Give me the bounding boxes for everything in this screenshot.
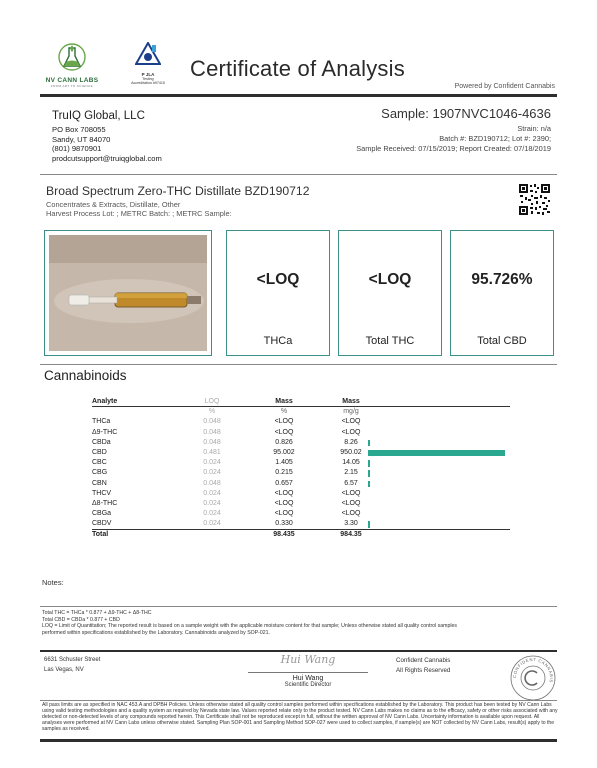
loq-value: 0.024 (203, 499, 221, 507)
mass-bar (368, 460, 370, 467)
analyte-name: CBN (92, 479, 107, 487)
lab-city: Las Vegas, NV (44, 667, 84, 673)
sample-batch: Batch #: BZD190712; Lot #: 2390; (439, 134, 551, 143)
mass-mg-value: <LOQ (341, 428, 361, 436)
mass-pct-value: 95.002 (273, 448, 295, 456)
mass-pct-value: <LOQ (274, 418, 294, 426)
table-row (92, 519, 510, 529)
analyte-name: CBDV (92, 520, 112, 528)
table-row (92, 499, 510, 509)
divider (40, 650, 557, 652)
table-row (92, 479, 510, 489)
table-row (92, 458, 510, 468)
summary-value: <LOQ (368, 271, 412, 288)
rights-text: All Rights Reserved (396, 667, 451, 674)
company-name: Confident Cannabis (396, 657, 451, 664)
signer-name: Hui Wang (292, 675, 324, 682)
analyte-name: THCV (92, 489, 112, 497)
qr-code[interactable] (518, 183, 551, 216)
table-row (92, 509, 510, 519)
pjla-accreditation-logo (122, 42, 174, 94)
col-mass-mg: Mass (342, 398, 360, 405)
table-body (92, 417, 510, 529)
summary-card-thca (226, 230, 330, 356)
total-pct: 98.435 (273, 531, 295, 539)
product-name: Broad Spectrum Zero-THC Distillate BZD190712 (46, 184, 310, 198)
divider (40, 174, 557, 175)
signature: Hui Wang (248, 653, 368, 673)
mass-pct-value: <LOQ (274, 510, 294, 518)
client-address-2: Sandy, UT 84070 (52, 134, 111, 144)
product-category: Concentrates & Extracts, Distillate, Other (46, 200, 181, 209)
mass-bar (368, 450, 505, 457)
mass-mg-value: <LOQ (341, 418, 361, 426)
summary-label: Total CBD (477, 335, 527, 347)
lab-address (44, 655, 100, 675)
mass-pct-value: 0.657 (275, 479, 293, 487)
sample-strain: Strain: n/a (517, 124, 551, 133)
def-loq: LOQ = Limit of Quantitation; The reported result is based on a sample weight with the applicable moisture content for that sample; Unless otherwise stated all quality control samples (42, 623, 457, 630)
pjla-accreditation: Accreditation #97415 (131, 81, 165, 86)
table-row (92, 428, 510, 438)
product-process: Harvest Process Lot: ; METRC Batch: ; METRC Sample: (46, 209, 232, 219)
table-row (92, 438, 510, 448)
analyte-name: CBGa (92, 510, 112, 518)
loq-value: 0.024 (203, 459, 221, 467)
summary-card-total-thc (338, 230, 442, 356)
loq-value: 0.024 (203, 489, 221, 497)
header-logos (40, 42, 180, 94)
table-total-row (92, 529, 510, 539)
loq-value: 0.024 (203, 520, 221, 528)
mass-mg-value: 8.26 (344, 438, 358, 446)
confident-cannabis-seal (510, 655, 556, 701)
summary-label: Total THC (365, 335, 415, 347)
mass-pct-value: <LOQ (274, 428, 294, 436)
analyte-name: CBC (92, 459, 107, 467)
mass-bar (368, 470, 370, 477)
mass-bar (368, 521, 370, 528)
mass-bar (368, 440, 370, 447)
divider (40, 364, 557, 365)
mass-mg-value: <LOQ (341, 489, 361, 497)
powered-by: Powered by Confident Cannabis (454, 83, 555, 90)
table-header (92, 397, 510, 407)
analyte-name: THCa (92, 418, 111, 426)
mass-pct-value: 0.330 (275, 520, 293, 528)
divider (40, 94, 557, 97)
mass-mg-value: 3.30 (344, 520, 358, 528)
loq-value: 0.048 (203, 438, 221, 446)
table-row (92, 468, 510, 478)
mass-pct-value: 0.215 (275, 469, 293, 477)
total-label: Total (92, 531, 109, 539)
table-row (92, 448, 510, 458)
loq-value: 0.481 (203, 448, 221, 456)
mass-bar (368, 481, 370, 488)
loq-value: 0.048 (203, 479, 221, 487)
lab-brand-text: NV CANN LABS (45, 77, 99, 84)
def-total-cbd: Total CBD = CBDa * 0.877 + CBD (42, 616, 120, 623)
signature-block (248, 653, 368, 688)
mass-pct-value: <LOQ (274, 489, 294, 497)
pjla-name: P JLA (141, 72, 155, 77)
mass-pct-value: 1.405 (275, 459, 293, 467)
nv-cann-labs-logo (40, 42, 104, 94)
lab-street: 6631 Schuster Street (44, 657, 101, 663)
analyte-name: Δ8-THC (92, 499, 118, 507)
total-mg: 984.35 (340, 531, 362, 539)
client-name: TruIQ Global, LLC (52, 110, 145, 122)
mass-mg-value: <LOQ (341, 499, 361, 507)
company-info (396, 656, 450, 676)
mass-mg-value: <LOQ (341, 510, 361, 518)
analyte-name: CBG (92, 469, 108, 477)
def-total-thc: Total THC = THCa * 0.877 + Δ9-THC + Δ8-THC (42, 610, 152, 616)
analyte-name: CBD (92, 448, 107, 456)
mass-mg-value: 2.15 (344, 469, 358, 477)
product-photo (49, 235, 207, 351)
loq-value: 0.024 (203, 469, 221, 477)
svg-text:CONFIDENT CANNABIS: CONFIDENT CANNABIS (511, 656, 555, 684)
col-analyte: Analyte (92, 398, 118, 405)
unit-mass-pct: % (280, 408, 288, 416)
signer-title: Scientific Director (284, 682, 332, 688)
mass-mg-value: 6.57 (344, 479, 358, 487)
def-loq-cont: performed within specifications established by the Laboratory. Cannabinoids analyzed by SOP-021. (42, 629, 270, 636)
client-address-1: PO Box 708055 (52, 125, 106, 134)
legal-disclaimer: All pass limits are as specified in NAC 453.A and DPBH Policies. Unless otherwise stated all quality control samples performed within specifications established by the Laboratory. This product has been tested by NV Cann Labs using valid testing methodologies and a quality system as required by Nevada state law. Values reported relate only to the product tested. NV Cann Labs makes no claims as to the efficacy, safety or other risks associated with any detected or non-detected levels of any compounds reported herein. This Certificate shall not be reproduced except in full, without the written approval of NV Cann Labs. Uncertainty information is available upon request. All analyses were performed at NV Cann Labs unless otherwise stated. Sampling Plan SOP-001 and Sampling Method SOP-027 were used to collect samples, if sample(s) are NOT collected by NV Cann Labs, result(s) apply to the samples as received. (42, 702, 558, 733)
summary-value: <LOQ (256, 271, 300, 288)
client-email: prodcutsupport@truiqglobal.com (52, 153, 162, 163)
analyte-name: Δ9-THC (92, 428, 118, 436)
mass-pct-value: 0.826 (275, 438, 293, 446)
loq-value: 0.024 (203, 510, 221, 518)
table-units (92, 407, 510, 417)
product-photo-frame (44, 230, 212, 356)
divider (40, 739, 557, 742)
divider (40, 606, 557, 607)
divider (40, 700, 557, 701)
analyte-name: CBDa (92, 438, 111, 446)
page-title: Certificate of Analysis (190, 56, 405, 81)
loq-value: 0.048 (203, 418, 221, 426)
client-phone: (801) 9870901 (52, 144, 102, 154)
unit-loq: % (208, 408, 216, 416)
loq-value: 0.048 (203, 428, 221, 436)
mass-mg-value: 950.02 (340, 448, 362, 456)
summary-value: 95.726% (471, 271, 533, 288)
col-loq: LOQ (204, 398, 220, 405)
definitions (42, 610, 557, 636)
cannabinoids-title: Cannabinoids (44, 368, 127, 383)
sample-info (356, 106, 551, 154)
lab-tagline: FROM ART TO SCIENCE (50, 84, 94, 88)
syringe-image (49, 235, 207, 351)
cannabinoids-table (92, 397, 510, 540)
mass-pct-value: <LOQ (274, 499, 294, 507)
lab-flask-icon (57, 42, 87, 76)
mass-mg-value: 14.05 (342, 459, 360, 467)
table-row (92, 489, 510, 499)
col-mass-pct: Mass (275, 398, 293, 405)
client-info (52, 110, 162, 163)
summary-card-total-cbd (450, 230, 554, 356)
summary-label: THCa (263, 335, 293, 347)
notes-label: Notes: (42, 578, 64, 587)
table-row (92, 417, 510, 427)
pjla-triangle-icon (135, 42, 161, 66)
unit-mass-mg: mg/g (343, 408, 359, 416)
product-info (46, 184, 309, 219)
sample-id: Sample: 1907NVC1046-4636 (381, 106, 551, 121)
sample-dates: Sample Received: 07/15/2019; Report Created: 07/18/2019 (356, 144, 551, 153)
pjla-testing: Testing (142, 77, 154, 81)
